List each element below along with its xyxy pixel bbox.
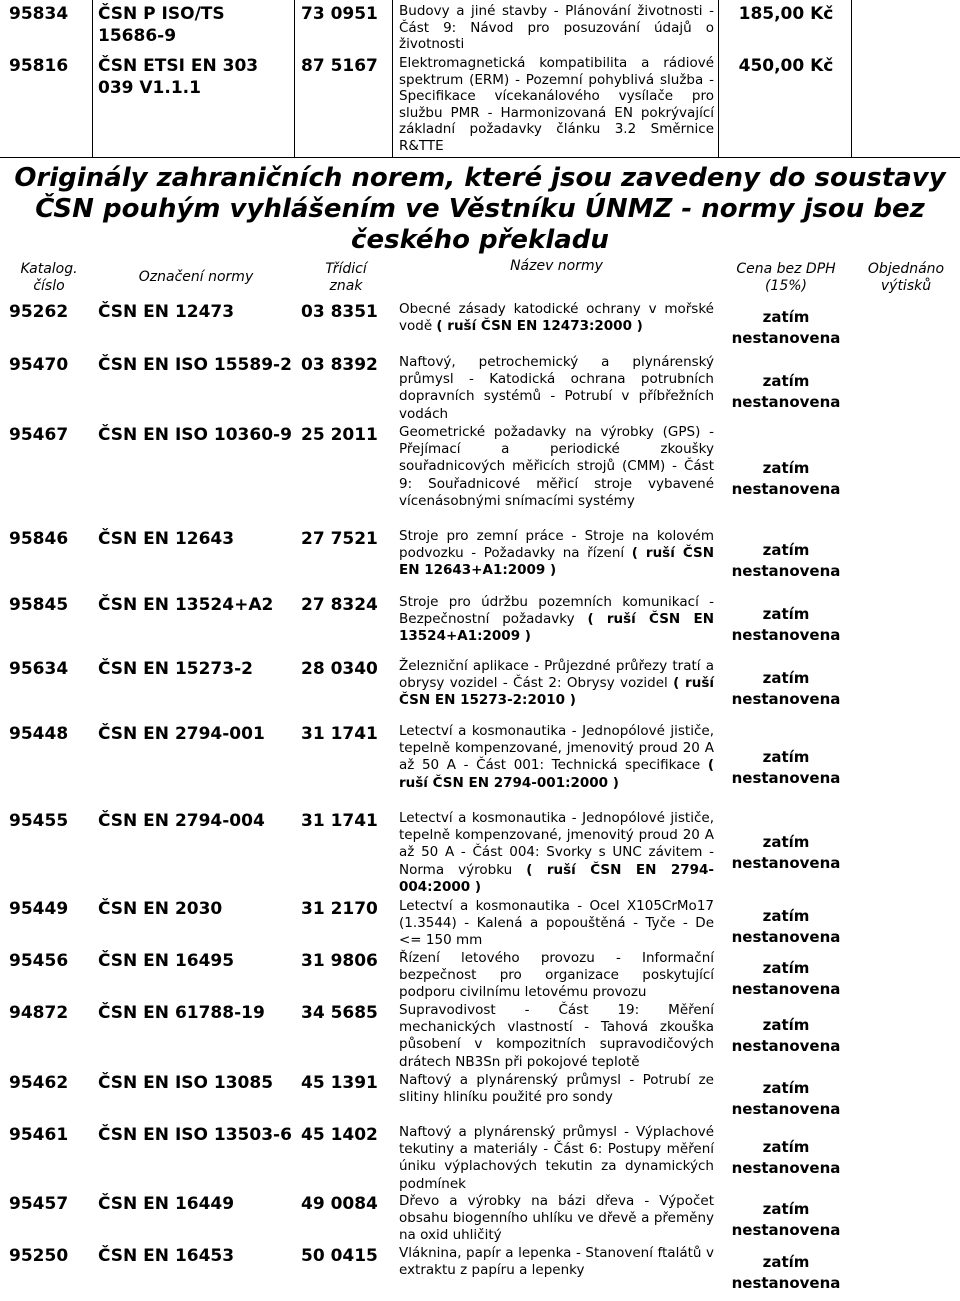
cancels-text: ( ruší ČSN EN 2794-004:2000 ) — [399, 861, 715, 895]
standard-name — [399, 1002, 714, 1071]
price: zatím nestanovena — [731, 748, 841, 787]
name-text: Naftový, petrochemický a plynárenský průmysl - Katodická ochrana potrubních dopravních systémů - Potrubí v příbřežních vodách — [399, 354, 714, 422]
column-divider — [392, 0, 393, 158]
standard-designation: ČSN EN ISO 13085 — [98, 1073, 274, 1093]
sort-code: 34 5685 — [301, 1003, 378, 1023]
price: zatím nestanovena — [731, 1200, 841, 1239]
standard-designation: ČSN EN 16449 — [98, 1194, 235, 1214]
price: zatím nestanovena — [731, 669, 841, 708]
standard-name — [399, 594, 714, 646]
catalog-number: 95250 — [9, 1246, 69, 1266]
price: zatím nestanovena — [731, 1016, 841, 1055]
catalog-number: 95846 — [9, 529, 69, 549]
standard-designation: ČSN ETSI EN 303 039 V1.1.1 — [98, 56, 259, 98]
sort-code: 50 0415 — [301, 1246, 378, 1266]
name-text: Naftový a plynárenský průmysl - Potrubí ze slitiny hliníku použité pro sondy — [399, 1072, 714, 1106]
sort-code: 03 8351 — [301, 302, 378, 322]
price: zatím nestanovena — [731, 1253, 841, 1292]
header-sort-code: Třídicí znak — [325, 261, 367, 294]
standard-designation: ČSN EN 15273-2 — [98, 659, 253, 679]
header-designation: Označení normy — [138, 269, 254, 285]
catalog-number: 95462 — [9, 1073, 69, 1093]
standard-name — [399, 950, 714, 1002]
standard-designation: ČSN EN 61788-19 — [98, 1003, 265, 1023]
sort-code: 31 1741 — [301, 724, 378, 744]
price: zatím nestanovena — [731, 605, 841, 644]
header-order: Objednáno výtisků — [867, 261, 945, 294]
standard-name — [399, 424, 714, 510]
catalog-number: 95834 — [9, 4, 69, 24]
standard-designation: ČSN EN 2794-004 — [98, 811, 265, 831]
name-text: Supravodivost - Část 19: Měření mechanických vlastností - Tahová zkouška působení v kompozitních supravodičových drátech NB3Sn při pokojové teplotě — [399, 1002, 714, 1070]
sort-code: 03 8392 — [301, 355, 378, 375]
name-text: Řízení letového provozu - Informační bezpečnost pro organizace poskytující podporu civilnímu letovému provozu — [399, 950, 714, 1001]
price: zatím nestanovena — [731, 1138, 841, 1177]
catalog-number: 95845 — [9, 595, 69, 615]
standard-designation: ČSN EN 16495 — [98, 951, 235, 971]
price: 450,00 Kč — [738, 56, 834, 76]
catalog-number: 95457 — [9, 1194, 69, 1214]
sort-code: 45 1391 — [301, 1073, 378, 1093]
price: zatím nestanovena — [731, 308, 841, 347]
standard-name — [399, 658, 714, 710]
sort-code: 31 9806 — [301, 951, 378, 971]
standard-name — [399, 1245, 714, 1279]
name-text: Obecné zásady katodické ochrany v mořské vodě — [399, 301, 714, 335]
header-name: Název normy — [510, 258, 603, 274]
catalog-number: 95467 — [9, 425, 69, 445]
standard-designation: ČSN EN ISO 15589-2 — [98, 355, 292, 375]
standard-name — [399, 723, 714, 792]
cancels-text: ( ruší ČSN EN 15273-2:2010 ) — [399, 675, 714, 709]
price: zatím nestanovena — [731, 907, 841, 946]
cancels-text: ( ruší ČSN EN 2794-001:2000 ) — [399, 757, 714, 791]
sort-code: 25 2011 — [301, 425, 378, 445]
sort-code: 27 7521 — [301, 529, 378, 549]
price: zatím nestanovena — [731, 1079, 841, 1118]
name-text: Letectví a kosmonautika - Jednopólové jističe, tepelně kompenzované, jmenovitý proud 20 A až 50 A - Část 001: Technická specifikace — [399, 723, 714, 774]
sort-code: 87 5167 — [301, 56, 378, 76]
standard-designation: ČSN EN 12643 — [98, 529, 235, 549]
name-text: Stroje pro zemní práce - Stroje na kolovém podvozku - Požadavky na řízení — [399, 528, 714, 562]
standard-name: Budovy a jiné stavby - Plánování životnosti - Část 9: Návod pro posuzování údajů o životnosti — [399, 3, 714, 52]
standard-name — [399, 1124, 714, 1193]
catalog-number: 95448 — [9, 724, 69, 744]
price: zatím nestanovena — [731, 372, 841, 411]
standard-designation: ČSN EN ISO 10360-9 — [98, 425, 292, 445]
catalog-number: 95470 — [9, 355, 69, 375]
standard-designation: ČSN P ISO/TS 15686-9 — [98, 4, 225, 46]
price: zatím nestanovena — [731, 459, 841, 498]
standard-designation: ČSN EN ISO 13503-6 — [98, 1125, 292, 1145]
section-heading: Originály zahraničních norem, které jsou zavedeny do soustavy ČSN pouhým vyhlášením ve Věstníku ÚNMZ - normy jsou bez českého překladu — [14, 163, 946, 255]
name-text: Geometrické požadavky na výrobky (GPS) - Přejímací a periodické zkoušky souřadnicových měřicích strojů (CMM) - Část 9: Souřadnicové měřicí stroje vybavené vícenásobnými snímacími systémy — [399, 424, 714, 509]
standard-designation: ČSN EN 16453 — [98, 1246, 235, 1266]
cancels-text: ( ruší ČSN EN 12643+A1:2009 ) — [399, 545, 715, 579]
name-text: Stroje pro údržbu pozemních komunikací - Bezpečnostní požadavky — [399, 594, 714, 628]
standard-name — [399, 810, 714, 896]
catalog-number: 95456 — [9, 951, 69, 971]
sort-code: 49 0084 — [301, 1194, 378, 1214]
catalog-number: 94872 — [9, 1003, 69, 1023]
cancels-text: ( ruší ČSN EN 12473:2000 ) — [436, 318, 643, 335]
header-price: Cena bez DPH (15%) — [736, 261, 836, 294]
standard-designation: ČSN EN 13524+A2 — [98, 595, 274, 615]
catalog-number: 95634 — [9, 659, 69, 679]
standard-designation: ČSN EN 12473 — [98, 302, 235, 322]
table-bottom-border — [0, 157, 960, 158]
standard-name — [399, 528, 714, 580]
standard-name — [399, 898, 714, 950]
column-divider — [718, 0, 719, 158]
standard-name — [399, 301, 714, 335]
sort-code: 31 2170 — [301, 899, 378, 919]
cancels-text: ( ruší ČSN EN 13524+A1:2009 ) — [399, 611, 714, 645]
sort-code: 27 8324 — [301, 595, 378, 615]
standard-designation: ČSN EN 2794-001 — [98, 724, 265, 744]
catalog-number: 95262 — [9, 302, 69, 322]
sort-code: 45 1402 — [301, 1125, 378, 1145]
column-divider — [92, 0, 93, 158]
sort-code: 28 0340 — [301, 659, 378, 679]
name-text: Naftový a plynárenský průmysl - Výplachové tekutiny a materiály - Část 6: Postupy měření úniku výplachových tekutin za dynamických podmínek — [399, 1124, 714, 1192]
standard-designation: ČSN EN 2030 — [98, 899, 223, 919]
sort-code: 31 1741 — [301, 811, 378, 831]
name-text: Vláknina, papír a lepenka - Stanovení ftalátů v extraktu z papíru a lepenky — [399, 1245, 714, 1279]
price: zatím nestanovena — [731, 959, 841, 998]
catalog-number: 95455 — [9, 811, 69, 831]
name-text: Dřevo a výrobky na bázi dřeva - Výpočet obsahu biogenního uhlíku ve dřevě a přeměny na oxid uhličitý — [399, 1193, 714, 1244]
column-divider — [294, 0, 295, 158]
price: zatím nestanovena — [731, 541, 841, 580]
name-text: Letectví a kosmonautika - Ocel X105CrMo17 (1.3544) - Kalená a popouštěná - Tyče - De <= 150 mm — [399, 898, 714, 949]
header-catalog: Katalog. číslo — [20, 261, 78, 294]
catalog-number: 95816 — [9, 56, 69, 76]
standard-name — [399, 1072, 714, 1106]
name-text: Letectví a kosmonautika - Jednopólové jističe, tepelně kompenzované, jmenovitý proud 20 A až 50 A - Část 004: Svorky s UNC závitem - Norma výrobku — [399, 810, 714, 878]
sort-code: 73 0951 — [301, 4, 378, 24]
catalog-number: 95449 — [9, 899, 69, 919]
name-text: Železniční aplikace - Průjezdné průřezy tratí a obrysy vozidel - Část 2: Obrysy vozidel — [399, 658, 714, 692]
column-divider — [851, 0, 852, 158]
price: zatím nestanovena — [731, 833, 841, 872]
catalog-number: 95461 — [9, 1125, 69, 1145]
price: 185,00 Kč — [738, 4, 834, 24]
standard-name — [399, 354, 714, 423]
standard-name — [399, 1193, 714, 1245]
standard-name: Elektromagnetická kompatibilita a rádiové spektrum (ERM) - Pozemní pohyblivá služba - Specifikace vícekanálového vysílače pro službu PMR - Harmonizovaná EN pokrývající základní požadavky článku 3.2 Směrnice R&TTE — [399, 55, 714, 154]
